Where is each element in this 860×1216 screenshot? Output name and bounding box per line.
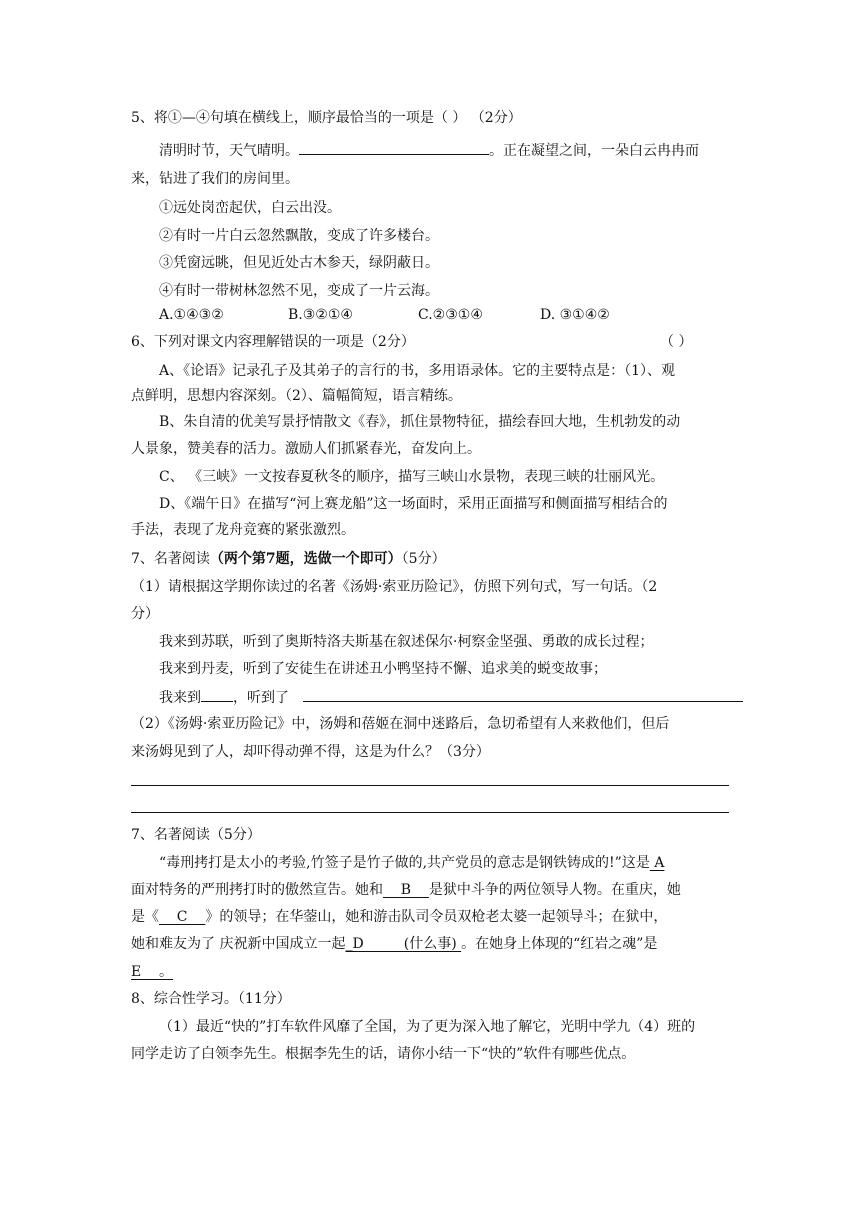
q7b-line1 (159, 853, 664, 873)
q7a-answer-blank[interactable] (303, 687, 743, 702)
q5-option-a[interactable]: A.①④③② (159, 307, 224, 323)
q8-part1-line2: 同学走访了白领李先生。根据李先生的话，请你小结一下“快的”软件有哪些优点。 (131, 1046, 636, 1062)
q7a-part2-line1: （2）《汤姆·索亚历险记》中，汤姆和蓓姬在洞中迷路后，急切希望有人来救他们，但后 (131, 716, 670, 732)
q8-stem: 8、综合性学习。（11分） (131, 991, 291, 1007)
q6-option-a-line2: 点鲜明，思想内容深刻。（2）、篇幅简短，语言精练。 (131, 388, 462, 404)
q7b-line1-text: “毒刑拷打是太小的考验,竹签子是竹子做的,共产党员的意志是钢铁铸成的!”这是 (159, 855, 650, 871)
q7a-answer-line-1[interactable] (131, 785, 729, 786)
q7b-line3-end: 》的领导；在华蓥山，她和游击队司令员双枪老太婆一起领导斗；在狱中， (205, 909, 668, 925)
q7a-fill-line (159, 687, 743, 708)
q5-option-b[interactable]: B.③②①④ (288, 307, 353, 323)
q7b-blank-d[interactable]: _D (什么事) (345, 936, 462, 952)
q7b-line4 (131, 934, 657, 954)
q5-sentence-3: ③凭窗远眺，但见近处古木参天，绿阴蔽日。 (159, 255, 439, 271)
q7a-stem-label: 7、名著阅读 (131, 551, 210, 567)
q7a-answer-line-2[interactable] (131, 812, 729, 813)
q5-stem: 5、将①—④句填在横线上，顺序最恰当的一项是（ ） （2分） (131, 110, 522, 126)
q7b-line3 (131, 907, 667, 927)
q7b-line3-start: 是《 (131, 909, 159, 925)
q7a-example-2: 我来到丹麦，听到了安徒生在讲述丑小鸭坚持不懈、追求美的蜕变故事； (159, 661, 607, 677)
q7a-stem-points: （5分） (401, 551, 446, 567)
q7a-part1-line1: （1）请根据这学期你读过的名著《汤姆·索亚历险记》，仿照下列句式，写一句话。（2 (131, 579, 658, 595)
q6-option-d-line2: 手法，表现了龙舟竞赛的紧张激烈。 (131, 522, 355, 538)
q7b-line2 (131, 880, 681, 900)
q5-option-c[interactable]: C.②③①④ (418, 307, 483, 323)
q7a-fill-start: 我来到 (159, 690, 201, 706)
q5-passage-line1 (159, 140, 699, 161)
q6-option-b-line1: B、朱自清的优美写景抒情散文《春》，抓住景物特征，描绘春回大地，生机勃发的动 (159, 414, 681, 430)
q7b-stem: 7、名著阅读（5分） (131, 827, 261, 843)
q6-option-c: C、 《三峡》一文按春夏秋冬的顺序，描写三峡山水景物，表现三峡的壮丽风光。 (159, 469, 665, 485)
q7a-stem-note: （两个第7题，选做一个即可） (209, 551, 402, 567)
q7b-line2-start: 面对特务的严刑拷打时的傲然宣告。她和 (131, 882, 383, 898)
q7a-fill-mid: ，听到了 (233, 690, 289, 706)
q7b-blank-a[interactable]: A (649, 855, 665, 871)
q8-part1-line1: （1）最近“快的”打车软件风靡了全国，为了更为深入地了解它，光明中学九（4）班的 (159, 1019, 696, 1035)
q6-option-b-line2: 人景象，赞美春的活力。激励人们抓紧春光，奋发向上。 (131, 441, 481, 457)
q7a-part1-line2: 分） (131, 606, 159, 622)
q7b-line4-end: 。在她身上体现的“红岩之魂”是 (461, 936, 658, 952)
q7b-line5 (131, 962, 173, 982)
q7a-stem (131, 549, 446, 569)
q5-option-d[interactable]: D. ③①④② (540, 307, 610, 323)
q6-answer-paren[interactable]: （ ） (660, 334, 693, 350)
q6-stem: 6、下列对课文内容理解错误的一项是（2分） (131, 334, 415, 350)
q7b-blank-c[interactable]: C (159, 909, 206, 925)
q7a-example-1: 我来到苏联，听到了奥斯特洛夫斯基在叙述保尔·柯察金坚强、勇敢的成长过程； (159, 634, 654, 650)
q7b-line2-end: 是狱中斗争的两位领导人物。在重庆，她 (428, 882, 681, 898)
q5-sentence-4: ④有时一带树林忽然不见，变成了一片云海。 (159, 283, 439, 299)
q5-passage-line2: 来，钻进了我们的房间里。 (131, 171, 299, 187)
q7b-blank-b[interactable]: B (383, 882, 429, 898)
q6-option-d-line1: D、《端午日》在描写“河上赛龙船”这一场面时，采用正面描写和侧面描写相结合的 (159, 496, 668, 512)
q6-option-a-line1: A、《论语》记录孔子及其弟子的言行的书，多用语录体。它的主要特点是：（1）、观 (159, 363, 676, 379)
q7b-line4-start: 她和难友为了 庆祝新中国成立一起 (131, 936, 346, 952)
q5-passage-mid: 。正在凝望之间，一朵白云冉冉而 (489, 143, 699, 159)
q5-answer-blank[interactable] (299, 140, 489, 155)
q5-sentence-2: ②有时一片白云忽然飘散，变成了许多楼台。 (159, 228, 439, 244)
q7b-blank-e[interactable]: E 。 (131, 964, 174, 980)
q7a-place-blank[interactable] (201, 687, 233, 702)
q5-passage-start: 清明时节，天气晴明。 (159, 143, 299, 159)
q7a-part2-line2: 来汤姆见到了人，却吓得动弹不得，这是为什么？（3分） (131, 744, 490, 760)
q5-sentence-1: ①远处岗峦起伏，白云出没。 (159, 200, 341, 216)
